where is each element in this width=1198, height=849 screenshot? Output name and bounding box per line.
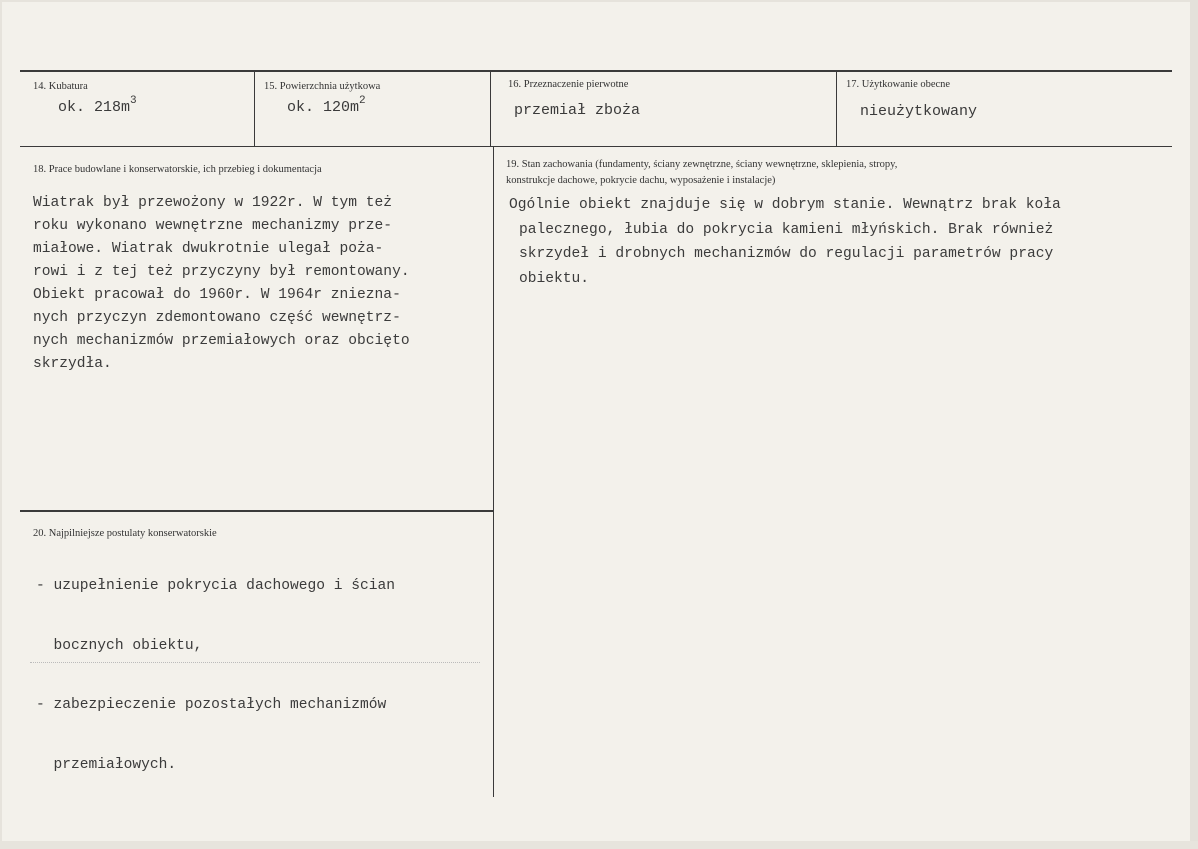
field16-value: przemiał zboża bbox=[514, 102, 641, 119]
field20-line: - uzupełnienie pokrycia dachowego i ścian bbox=[36, 578, 396, 594]
field15-value bbox=[287, 95, 366, 116]
field19-line: skrzydeł i drobnych mechanizmów do regulacji parametrów pracy bbox=[519, 246, 1054, 262]
field14-value bbox=[58, 95, 137, 116]
field16-label: 16. Przeznaczenie pierwotne bbox=[508, 79, 629, 90]
field19-text bbox=[509, 193, 1061, 291]
field19-line: Ogólnie obiekt znajduje się w dobrym stanie. Wewnątrz brak koła bbox=[509, 197, 1061, 213]
field20-line: - zabezpieczenie pozostałych mechanizmów bbox=[36, 697, 387, 713]
field18-line: Obiekt pracował do 1960r. W 1964r zniezna- bbox=[33, 287, 401, 303]
field18-label: 18. Prace budowlane i konserwatorskie, ich przebieg i dokumentacja bbox=[33, 164, 322, 175]
field19-label-line2: konstrukcje dachowe, pokrycie dachu, wyposażenie i instalacje) bbox=[506, 175, 776, 186]
field20-line: bocznych obiektu, bbox=[36, 637, 203, 654]
field17-value: nieużytkowany bbox=[860, 103, 978, 120]
field15-value-text: ok. 120m bbox=[287, 99, 360, 116]
field18-line: miałowe. Wiatrak dwukrotnie ulegał poża- bbox=[33, 241, 384, 257]
field17-label: 17. Użytkowanie obecne bbox=[846, 79, 951, 90]
field20-line: przemiałowych. bbox=[36, 756, 177, 773]
field14-value-text: ok. 218m bbox=[58, 99, 131, 116]
field18-line: rowi i z tej też przyczyny był remontowany. bbox=[33, 264, 410, 280]
col-divider-3 bbox=[836, 71, 837, 146]
field18-line: nych mechanizmów przemiałowych oraz obcięto bbox=[33, 333, 410, 349]
top-rule bbox=[20, 70, 1172, 72]
section18-bottom-rule bbox=[20, 510, 493, 512]
field18-text bbox=[33, 192, 410, 376]
field18-line: Wiatrak był przewożony w 1922r. W tym też bbox=[33, 195, 393, 211]
field18-line: roku wykonano wewnętrzne mechanizmy prze- bbox=[33, 218, 393, 234]
field14-label: 14. Kubatura bbox=[33, 81, 88, 92]
field15-unit-exponent: 2 bbox=[359, 95, 366, 107]
main-vertical-divider bbox=[493, 146, 494, 797]
col-divider-2 bbox=[490, 71, 491, 146]
field19-label-line1: 19. Stan zachowania (fundamenty, ściany zewnętrzne, ściany wewnętrzne, sklepienia, stropy, bbox=[506, 159, 898, 170]
field18-line: nych przyczyn zdemontowano część wewnętrz- bbox=[33, 310, 401, 326]
field15-label: 15. Powierzchnia użytkowa bbox=[264, 81, 381, 92]
col-divider-1 bbox=[254, 71, 255, 146]
field20-label: 20. Najpilniejsze postulaty konserwatorskie bbox=[33, 528, 217, 539]
field20-text bbox=[36, 541, 395, 811]
field18-line: skrzydła. bbox=[33, 356, 112, 372]
field14-unit-exponent: 3 bbox=[130, 95, 137, 107]
field19-line: obiektu. bbox=[519, 270, 590, 287]
row1-bottom-rule bbox=[20, 146, 1172, 147]
card-edge-right bbox=[1190, 0, 1198, 849]
field19-line: palecznego, łubia do pokrycia kamieni młyńskich. Brak również bbox=[519, 221, 1054, 238]
card-edge-bottom bbox=[0, 841, 1198, 849]
